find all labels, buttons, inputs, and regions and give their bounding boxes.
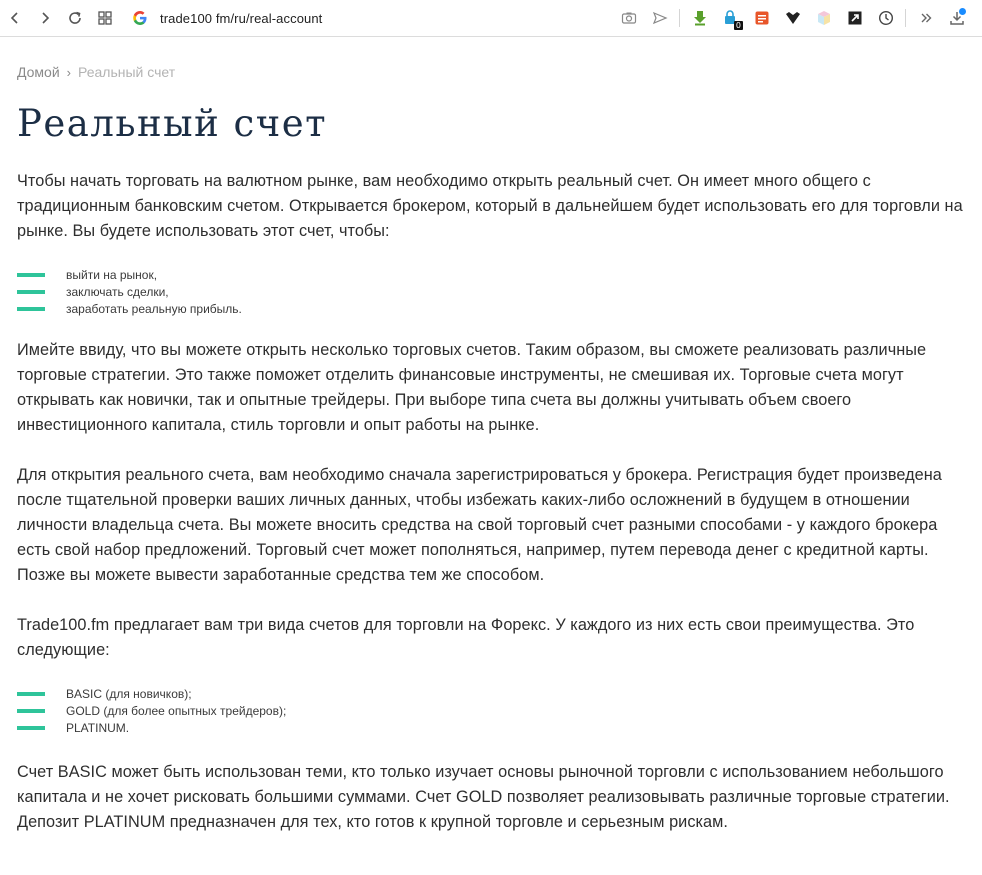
list-item [17, 283, 967, 300]
list-item-text: PLATINUM. [66, 720, 130, 735]
registration-paragraph: Для открытия реального счета, вам необходимо сначала зарегистрироваться у брокера. Регистрация будет произведена после тщательной проверки ваших личных данных, чтобы избежать каких-либо осложнений в будущем в отношении личности владельца счета. Вы можете вносить средства на свой торговый счет разными способами - у каждого брокера есть свой набор предложений. Торговый счет может пополняться, например, путем перевода денег с кредитной карты. Позже вы можете вывести заработанные средства тем же способом. [17, 466, 942, 584]
url-text: trade100 fm/ru/real-account [160, 10, 323, 26]
account-descriptions-paragraph: Счет BASIC может быть использован теми, кто только изучает основы рыночной торговли с использованием небольшого капитала и не хочет рисковать большими суммами. Счет GOLD позволяет реализовывать различные торговые стратегии. Депозит PLATINUM предназначен для тех, кто готов к крупной торговле и серьезным рискам. [17, 763, 950, 831]
download-arrow-ext-icon[interactable] [684, 3, 715, 33]
browser-toolbar [0, 0, 982, 37]
google-icon [132, 10, 148, 26]
multiple-accounts-paragraph: Имейте ввиду, что вы можете открыть несколько торговых счетов. Таким образом, вы сможете реализовать различные торговые стратегии. Это также поможет отделить финансовые инструменты, не смешивая их. Торговые счета могут открывать как новички, так и опытные трейдеры. При выборе типа счета вы должны учитывать объем своего инвестиционного капитала, стиль торговли и опыт работы на рынке. [17, 341, 927, 434]
reload-icon[interactable] [60, 3, 90, 33]
list-item [17, 300, 967, 317]
page-content [17, 37, 967, 835]
breadcrumb-current: Реальный счет [78, 64, 176, 80]
breadcrumb [17, 63, 967, 81]
lock-ext-icon[interactable] [715, 3, 746, 33]
cube-ext-icon[interactable] [808, 3, 839, 33]
bullet-bar [17, 307, 45, 311]
forward-icon[interactable] [30, 3, 60, 33]
extensions-area [613, 3, 982, 33]
intro-paragraph: Чтобы начать торговать на валютном рынке, вам необходимо открыть реальный счет. Он имеет много общего с традиционным банковским счетом. Открывается брокером, который в дальнейшем будет использовать его для торговли на рынке. Вы будете использовать этот счет, чтобы: [17, 172, 963, 240]
download-notification-dot [959, 8, 966, 15]
account-types-list [17, 685, 967, 736]
breadcrumb-home-link[interactable]: Домой [17, 64, 60, 80]
list-item [17, 702, 967, 719]
list-item [17, 266, 967, 283]
list-item-text: заключать сделки, [66, 284, 169, 299]
heart-ext-icon[interactable] [777, 3, 808, 33]
bullet-bar [17, 726, 45, 730]
more-icon[interactable] [910, 3, 941, 33]
camera-icon[interactable] [613, 3, 644, 33]
list-item-text: BASIC (для новичков); [66, 686, 192, 701]
list-item-text: выйти на рынок, [66, 267, 158, 282]
back-icon[interactable] [0, 3, 30, 33]
clock-ext-icon[interactable] [870, 3, 901, 33]
bullet-bar [17, 709, 45, 713]
list-item [17, 685, 967, 702]
list-item [17, 719, 967, 736]
uses-list [17, 266, 967, 317]
download-icon[interactable] [941, 3, 972, 33]
extension-badge: 0 [735, 21, 741, 30]
list-item-text: GOLD (для более опытных трейдеров); [66, 703, 287, 718]
bullet-bar [17, 692, 45, 696]
bullet-bar [17, 290, 45, 294]
breadcrumb-separator: › [66, 64, 71, 80]
square-ext-icon[interactable] [746, 3, 777, 33]
grid-icon[interactable] [90, 3, 120, 33]
send-icon[interactable] [644, 3, 675, 33]
page-title: Реальный счет [17, 102, 328, 145]
toolbar-separator [905, 9, 906, 27]
list-item-text: заработать реальную прибыль. [66, 301, 242, 316]
toolbar-separator [679, 9, 680, 27]
corner-ext-icon[interactable] [839, 3, 870, 33]
bullet-bar [17, 273, 45, 277]
address-bar[interactable] [132, 3, 613, 33]
account-types-intro-paragraph: Trade100.fm предлагает вам три вида счетов для торговли на Форекс. У каждого из них есть свои преимущества. Это следующие: [17, 616, 915, 659]
